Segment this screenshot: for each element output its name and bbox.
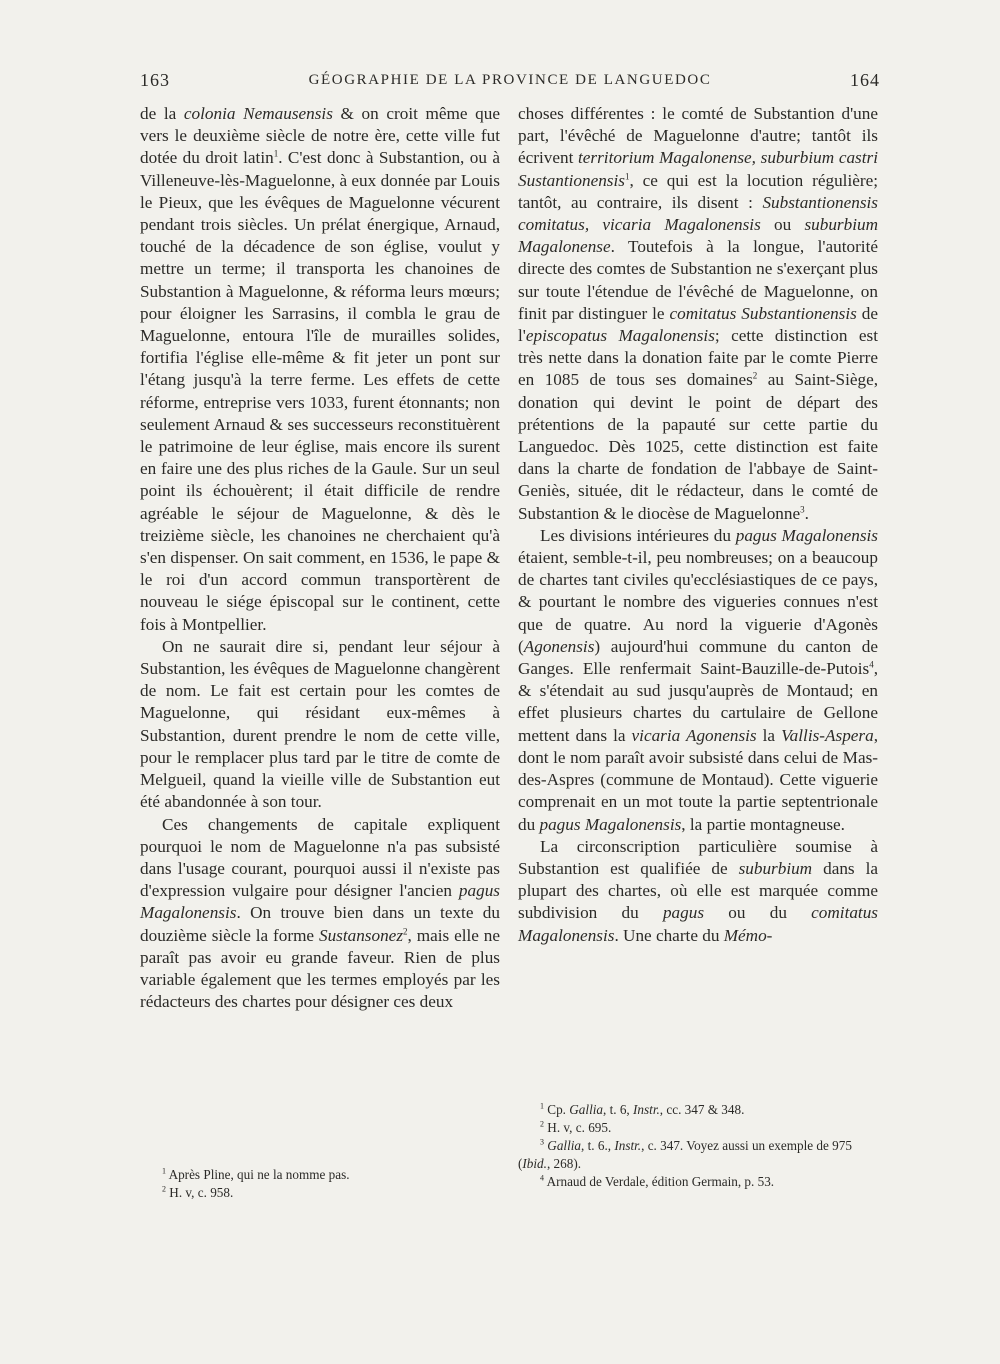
footnote-ref: 1	[624, 170, 630, 181]
left-paragraph-3: Ces changements de capitale expliquent pourquoi le nom de Maguelonne n'a pas subsisté dans l'usage courant, pourquoi aussi il n'existe pas d'expression vulgaire pour désigner l'ancien pagus Magalonensis. On trouve bien dans un texte du douzième siècle la forme Sustansonez$^2$, mais elle ne paraît pas avoir eu grande faveur. Rien de plus variable également que les termes employés par les rédacteurs des chartes pour désigner ces deux	[140, 814, 500, 1012]
right-paragraph-2: Les divisions intérieures du pagus Magalonensis étaient, semble-t-il, peu nombreuses; on a beaucoup de chartes tant civiles qu'ecclésiastiques de ce pays, & pourtant le nombre des vigueries connues n'est que de quatre. Au nord la viguerie d'Agonès (Agonensis) aujourd'hui commune du canton de Ganges. Elle renfermait Saint-Bauzille-de-Putois$^4$, & s'étendait au sud jusqu'auprès de Montaud; en effet plusieurs chartes du cartulaire de Gellone mettent dans la vicaria Agonensis la Vallis-Aspera, dont le nom paraît avoir subsisté dans celui de Mas-des-Aspres (commune de Montaud). Cette viguerie comprenait en un mot toute la partie septentrionale du pagus Magalonensis, la partie montagneuse.	[518, 525, 878, 834]
footnote: $^1$ Après Pline, qui ne la nomme pas.	[162, 1166, 350, 1182]
footnote: $^3$ Gallia, t. 6., Instr., c. 347. Voyez aussi un exemple de 975 (Ibid., 268).	[518, 1137, 852, 1171]
page-number-right: 164	[850, 70, 880, 90]
footnote: $^2$ H. v, c. 958.	[162, 1184, 234, 1200]
footnote-ref: 2	[752, 370, 758, 381]
footnote-ref: 4	[869, 659, 874, 670]
footnote: $^1$ Cp. Gallia, t. 6, Instr., cc. 347 & 348.	[540, 1101, 745, 1117]
right-column	[518, 103, 878, 947]
footnote: $^2$ H. v, c. 695.	[540, 1119, 612, 1135]
footnotes-right	[518, 1101, 878, 1191]
footnote-ref: 2	[403, 925, 408, 936]
running-head	[140, 70, 880, 94]
left-column	[140, 103, 500, 1013]
footnote-ref: 1	[273, 148, 279, 159]
left-paragraph-1: de la colonia Nemausensis & on croit même que vers le deuxième siècle de notre ère, cette ville fut dotée du droit latin$^1$. C'est donc à Substantion, ou à Villeneuve-lès-Maguelonne, à eux donnée par Louis le Pieux, que les évêques de Maguelonne vécurent pendant trois siècles. Un prélat énergique, Arnaud, touché de la décadence de son église, voulut y mettre un terme; il transporta les chanoines de Substantion à Maguelonne, & réforma leurs mœurs; pour éloigner les Sarrasins, il combla le grau de Maguelonne, entoura l'île de murailles solides, fortifia l'église elle-même & fit jeter un pont sur l'étang jusqu'à la terre ferme. Les effets de cette réforme, entreprise vers 1033, furent étonnants; non seulement Arnaud & ses successeurs reconstituèrent le patrimoine de leur église, mais encore ils surent en faire une des plus riches de la Gaule. Sur un seul point ils échouèrent; il était difficile de rendre agréable le séjour de Maguelonne, & dès le treizième siècle, les chanoines ne cherchaient qu'à s'en dispenser. On sait comment, en 1536, le pape & le roi d'un accord commun transportèrent de nouveau le siége épiscopal sur le continent, cette fois à Montpellier.	[140, 104, 500, 634]
right-paragraph-1: choses différentes : le comté de Substantion d'une part, l'évêché de Maguelonne d'autre; tantôt ils écrivent territorium Magalonense, suburbium castri Sustantionensis$^1$, ce qui est la locution régulière; tantôt, au contraire, ils disent : Substantionensis comitatus, vicaria Magalonensis ou suburbium Magalonense. Toutefois à la longue, l'autorité directe des comtes de Substantion ne s'exerçant plus sur toute l'étendue de l'évêché de Maguelonne, on finit par distinguer le comitatus Substantionensis de l'episcopatus Magalonensis; cette distinction est très nette dans la donation faite par le comte Pierre en 1085 de tous ses domaines$^2$ au Saint-Siège, donation qui devint le point de départ des prétentions de la papauté sur cette partie du Languedoc. Dès 1025, cette distinction est faite dans la charte de fondation de l'abbaye de Saint-Geniès, située, dit le rédacteur, dans le comté de Substantion & le diocèse de Maguelonne$^3$.	[518, 104, 879, 523]
footnote-ref: 3	[800, 503, 805, 514]
left-paragraph-2: On ne saurait dire si, pendant leur séjour à Substantion, les évêques de Maguelonne changèrent de nom. Le fait est certain pour les comtes de Maguelonne, qui résidant eux-mêmes à Substantion, durent prendre le nom de cette ville, pour le remplacer plus tard par le titre de comte de Melgueil, quand la vieille ville de Substantion eut été abandonnée à son tour.	[140, 636, 500, 812]
footnote: $^4$ Arnaud de Verdale, édition Germain, p. 53.	[540, 1173, 775, 1189]
running-title: GÉOGRAPHIE DE LA PROVINCE DE LANGUEDOC	[308, 72, 712, 88]
footnotes-left	[140, 1166, 500, 1202]
right-paragraph-3: La circonscription particulière soumise à Substantion est qualifiée de suburbium dans la plupart des chartes, où elle est marquée comme subdivision du pagus ou du comitatus Magalonensis. Une charte du Mémo-	[518, 836, 878, 945]
page-number-left: 163	[140, 70, 170, 90]
